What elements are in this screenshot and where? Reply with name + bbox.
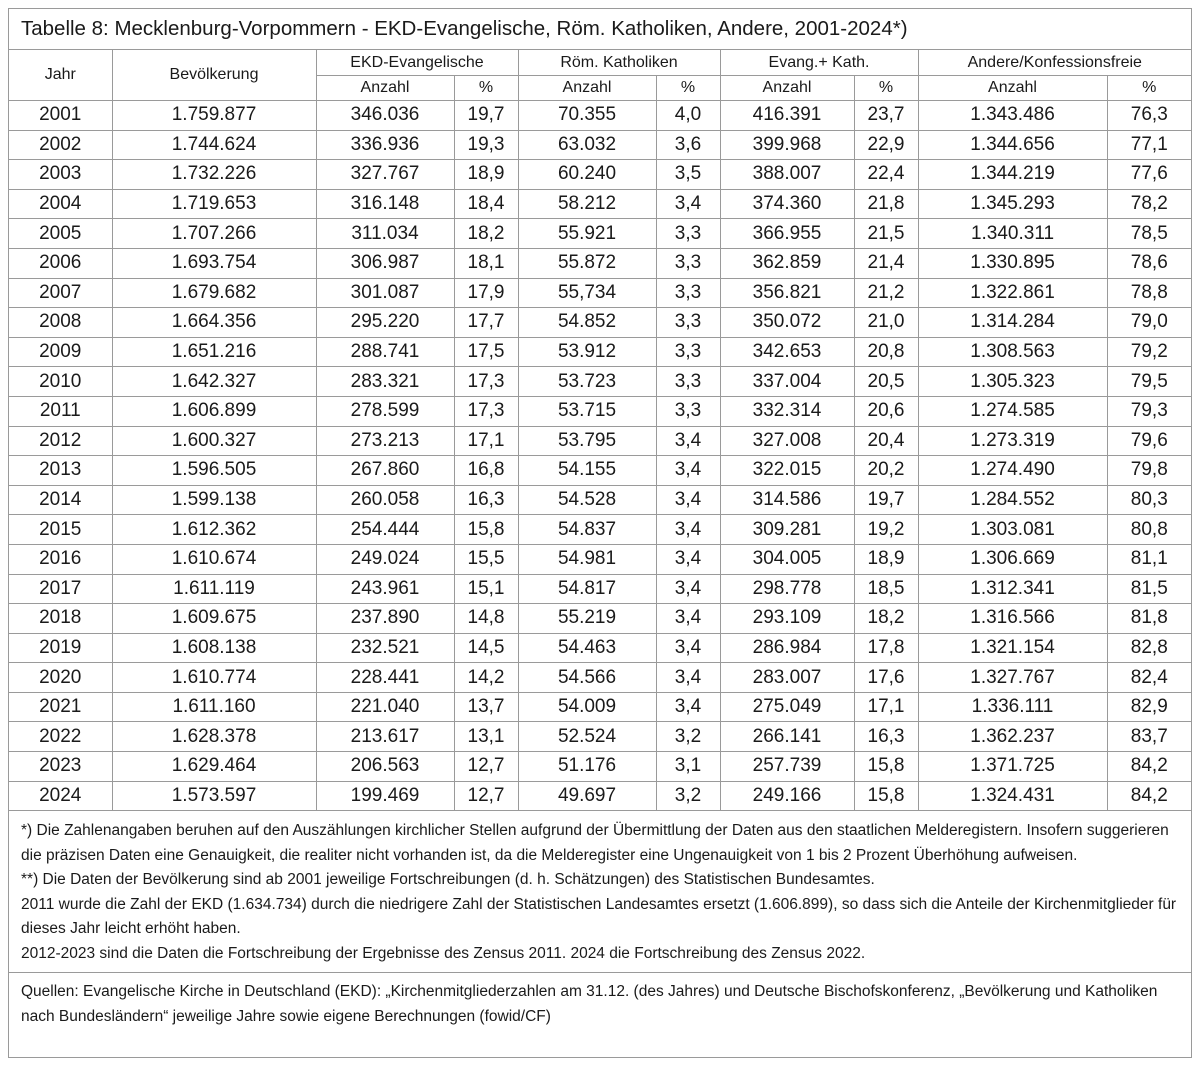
cell-kath-anzahl: 54.155 xyxy=(518,456,656,486)
cell-ekd-anzahl: 243.961 xyxy=(316,574,454,604)
cell-andere-percent: 81,1 xyxy=(1107,544,1191,574)
cell-ekd-anzahl: 267.860 xyxy=(316,456,454,486)
cell-ekd-anzahl: 306.987 xyxy=(316,248,454,278)
cell-evkath-anzahl: 283.007 xyxy=(720,663,854,693)
cell-jahr: 2012 xyxy=(9,426,112,456)
cell-ekd-percent: 19,7 xyxy=(454,101,518,131)
cell-andere-anzahl: 1.330.895 xyxy=(918,248,1107,278)
cell-evkath-anzahl: 366.955 xyxy=(720,219,854,249)
cell-kath-anzahl: 52.524 xyxy=(518,722,656,752)
cell-evkath-percent: 16,3 xyxy=(854,722,918,752)
cell-ekd-percent: 15,1 xyxy=(454,574,518,604)
cell-kath-anzahl: 55.872 xyxy=(518,248,656,278)
table-row xyxy=(9,456,1191,486)
cell-evkath-anzahl: 298.778 xyxy=(720,574,854,604)
cell-evkath-percent: 20,8 xyxy=(854,337,918,367)
sources-text: Quellen: Evangelische Kirche in Deutschland (EKD): „Kirchenmitgliederzahlen am 31.12. (des Jahres) und Deutsche Bischofskonferenz, „Bevölkerung und Katholiken nach Bundesländern“ jeweilige Jahre sowie eigene Berechnungen (fowid/CF) xyxy=(21,983,1158,1025)
cell-andere-anzahl: 1.306.669 xyxy=(918,544,1107,574)
cell-evkath-percent: 15,8 xyxy=(854,781,918,811)
cell-andere-anzahl: 1.324.431 xyxy=(918,781,1107,811)
cell-evkath-percent: 20,4 xyxy=(854,426,918,456)
cell-bevoelkerung: 1.609.675 xyxy=(112,604,316,634)
cell-ekd-anzahl: 249.024 xyxy=(316,544,454,574)
cell-kath-percent: 3,3 xyxy=(656,219,720,249)
cell-evkath-percent: 20,2 xyxy=(854,456,918,486)
cell-bevoelkerung: 1.719.653 xyxy=(112,189,316,219)
header-evkath-percent: % xyxy=(854,76,918,101)
cell-ekd-percent: 14,8 xyxy=(454,604,518,634)
cell-ekd-percent: 18,1 xyxy=(454,248,518,278)
cell-evkath-anzahl: 332.314 xyxy=(720,396,854,426)
cell-andere-percent: 79,2 xyxy=(1107,337,1191,367)
cell-andere-anzahl: 1.344.656 xyxy=(918,130,1107,160)
cell-andere-anzahl: 1.305.323 xyxy=(918,367,1107,397)
cell-andere-anzahl: 1.340.311 xyxy=(918,219,1107,249)
header-group-katholiken: Röm. Katholiken xyxy=(518,50,720,76)
header-kath-anzahl: Anzahl xyxy=(518,76,656,101)
header-group-evang-kath: Evang.+ Kath. xyxy=(720,50,918,76)
cell-evkath-anzahl: 342.653 xyxy=(720,337,854,367)
cell-kath-anzahl: 55,734 xyxy=(518,278,656,308)
cell-ekd-percent: 16,8 xyxy=(454,456,518,486)
cell-evkath-percent: 18,2 xyxy=(854,604,918,634)
cell-evkath-anzahl: 362.859 xyxy=(720,248,854,278)
cell-kath-anzahl: 54.463 xyxy=(518,633,656,663)
cell-ekd-anzahl: 232.521 xyxy=(316,633,454,663)
table-row xyxy=(9,426,1191,456)
cell-andere-anzahl: 1.327.767 xyxy=(918,663,1107,693)
cell-bevoelkerung: 1.608.138 xyxy=(112,633,316,663)
cell-ekd-percent: 12,7 xyxy=(454,752,518,782)
cell-evkath-percent: 21,5 xyxy=(854,219,918,249)
cell-evkath-anzahl: 314.586 xyxy=(720,485,854,515)
cell-kath-anzahl: 53.795 xyxy=(518,426,656,456)
cell-kath-percent: 3,4 xyxy=(656,515,720,545)
cell-ekd-anzahl: 206.563 xyxy=(316,752,454,782)
cell-evkath-anzahl: 374.360 xyxy=(720,189,854,219)
header-bevoelkerung: Bevölkerung xyxy=(112,50,316,101)
cell-ekd-percent: 17,5 xyxy=(454,337,518,367)
cell-ekd-anzahl: 278.599 xyxy=(316,396,454,426)
cell-ekd-anzahl: 311.034 xyxy=(316,219,454,249)
table-body xyxy=(9,101,1191,811)
cell-bevoelkerung: 1.611.160 xyxy=(112,692,316,722)
cell-ekd-anzahl: 295.220 xyxy=(316,308,454,338)
cell-bevoelkerung: 1.606.899 xyxy=(112,396,316,426)
cell-evkath-anzahl: 257.739 xyxy=(720,752,854,782)
cell-jahr: 2006 xyxy=(9,248,112,278)
cell-jahr: 2024 xyxy=(9,781,112,811)
cell-andere-percent: 82,9 xyxy=(1107,692,1191,722)
cell-kath-percent: 3,4 xyxy=(656,544,720,574)
cell-evkath-anzahl: 388.007 xyxy=(720,160,854,190)
table-row xyxy=(9,337,1191,367)
footnote-4: 2012-2023 sind die Daten die Fortschreibung der Ergebnisse des Zensus 2011. 2024 die Fortschreibung des Zensus 2022. xyxy=(21,944,866,962)
cell-jahr: 2017 xyxy=(9,574,112,604)
cell-andere-anzahl: 1.371.725 xyxy=(918,752,1107,782)
cell-bevoelkerung: 1.642.327 xyxy=(112,367,316,397)
cell-evkath-anzahl: 275.049 xyxy=(720,692,854,722)
cell-kath-anzahl: 54.981 xyxy=(518,544,656,574)
cell-kath-anzahl: 51.176 xyxy=(518,752,656,782)
cell-kath-percent: 4,0 xyxy=(656,101,720,131)
table-row xyxy=(9,633,1191,663)
cell-kath-anzahl: 54.566 xyxy=(518,663,656,693)
cell-kath-percent: 3,4 xyxy=(656,426,720,456)
cell-jahr: 2016 xyxy=(9,544,112,574)
cell-kath-percent: 3,4 xyxy=(656,456,720,486)
footnote-3: 2011 wurde die Zahl der EKD (1.634.734) durch die niedrigere Zahl der Statistischen Landesamtes ersetzt (1.606.899), so dass sich die Anteile der Kirchenmitglieder für dieses Jahr leicht erhöht haben. xyxy=(21,895,1177,938)
cell-evkath-percent: 19,7 xyxy=(854,485,918,515)
cell-kath-percent: 3,5 xyxy=(656,160,720,190)
table-row xyxy=(9,278,1191,308)
cell-andere-percent: 80,8 xyxy=(1107,515,1191,545)
cell-evkath-percent: 17,6 xyxy=(854,663,918,693)
cell-ekd-anzahl: 346.036 xyxy=(316,101,454,131)
table-row xyxy=(9,574,1191,604)
cell-andere-anzahl: 1.336.111 xyxy=(918,692,1107,722)
cell-andere-anzahl: 1.274.585 xyxy=(918,396,1107,426)
cell-andere-anzahl: 1.322.861 xyxy=(918,278,1107,308)
cell-bevoelkerung: 1.599.138 xyxy=(112,485,316,515)
cell-andere-anzahl: 1.312.341 xyxy=(918,574,1107,604)
cell-kath-percent: 3,1 xyxy=(656,752,720,782)
cell-evkath-anzahl: 416.391 xyxy=(720,101,854,131)
cell-andere-percent: 76,3 xyxy=(1107,101,1191,131)
cell-bevoelkerung: 1.629.464 xyxy=(112,752,316,782)
cell-kath-percent: 3,2 xyxy=(656,722,720,752)
cell-evkath-anzahl: 337.004 xyxy=(720,367,854,397)
footnote-2: **) Die Daten der Bevölkerung sind ab 2001 jeweilige Fortschreibungen (d. h. Schätzungen) des Statistischen Bundesamtes. xyxy=(21,871,875,889)
cell-andere-anzahl: 1.274.490 xyxy=(918,456,1107,486)
cell-ekd-anzahl: 228.441 xyxy=(316,663,454,693)
cell-jahr: 2005 xyxy=(9,219,112,249)
cell-andere-percent: 82,8 xyxy=(1107,633,1191,663)
header-andere-percent: % xyxy=(1107,76,1191,101)
cell-bevoelkerung: 1.596.505 xyxy=(112,456,316,486)
table-row xyxy=(9,396,1191,426)
cell-jahr: 2008 xyxy=(9,308,112,338)
cell-bevoelkerung: 1.610.774 xyxy=(112,663,316,693)
cell-bevoelkerung: 1.707.266 xyxy=(112,219,316,249)
table-row xyxy=(9,130,1191,160)
cell-evkath-percent: 17,8 xyxy=(854,633,918,663)
cell-jahr: 2018 xyxy=(9,604,112,634)
cell-bevoelkerung: 1.732.226 xyxy=(112,160,316,190)
cell-ekd-anzahl: 260.058 xyxy=(316,485,454,515)
cell-jahr: 2022 xyxy=(9,722,112,752)
cell-kath-percent: 3,4 xyxy=(656,485,720,515)
cell-andere-percent: 80,3 xyxy=(1107,485,1191,515)
cell-andere-anzahl: 1.343.486 xyxy=(918,101,1107,131)
cell-bevoelkerung: 1.600.327 xyxy=(112,426,316,456)
cell-evkath-percent: 20,5 xyxy=(854,367,918,397)
cell-kath-anzahl: 54.817 xyxy=(518,574,656,604)
table-row xyxy=(9,160,1191,190)
cell-andere-percent: 79,3 xyxy=(1107,396,1191,426)
cell-andere-anzahl: 1.308.563 xyxy=(918,337,1107,367)
cell-jahr: 2023 xyxy=(9,752,112,782)
cell-bevoelkerung: 1.664.356 xyxy=(112,308,316,338)
cell-ekd-anzahl: 221.040 xyxy=(316,692,454,722)
header-group-andere: Andere/Konfessionsfreie xyxy=(918,50,1191,76)
table-row xyxy=(9,544,1191,574)
cell-evkath-anzahl: 309.281 xyxy=(720,515,854,545)
cell-ekd-percent: 18,4 xyxy=(454,189,518,219)
sources xyxy=(9,973,1191,1029)
table-row xyxy=(9,692,1191,722)
cell-kath-anzahl: 53.723 xyxy=(518,367,656,397)
cell-bevoelkerung: 1.744.624 xyxy=(112,130,316,160)
header-jahr: Jahr xyxy=(9,50,112,101)
cell-ekd-percent: 16,3 xyxy=(454,485,518,515)
cell-bevoelkerung: 1.612.362 xyxy=(112,515,316,545)
table-row xyxy=(9,604,1191,634)
cell-kath-percent: 3,4 xyxy=(656,189,720,219)
cell-jahr: 2019 xyxy=(9,633,112,663)
cell-evkath-percent: 18,9 xyxy=(854,544,918,574)
cell-bevoelkerung: 1.573.597 xyxy=(112,781,316,811)
cell-bevoelkerung: 1.759.877 xyxy=(112,101,316,131)
cell-bevoelkerung: 1.651.216 xyxy=(112,337,316,367)
cell-kath-anzahl: 54.852 xyxy=(518,308,656,338)
cell-ekd-percent: 19,3 xyxy=(454,130,518,160)
cell-ekd-anzahl: 254.444 xyxy=(316,515,454,545)
cell-evkath-anzahl: 327.008 xyxy=(720,426,854,456)
cell-evkath-percent: 18,5 xyxy=(854,574,918,604)
cell-andere-anzahl: 1.273.319 xyxy=(918,426,1107,456)
cell-ekd-percent: 15,8 xyxy=(454,515,518,545)
cell-andere-percent: 79,8 xyxy=(1107,456,1191,486)
table-title: Tabelle 8: Mecklenburg-Vorpommern - EKD-Evangelische, Röm. Katholiken, Andere, 2001-2024*) xyxy=(9,9,1191,50)
cell-evkath-percent: 20,6 xyxy=(854,396,918,426)
cell-bevoelkerung: 1.628.378 xyxy=(112,722,316,752)
cell-kath-anzahl: 53.715 xyxy=(518,396,656,426)
cell-bevoelkerung: 1.611.119 xyxy=(112,574,316,604)
cell-ekd-anzahl: 336.936 xyxy=(316,130,454,160)
cell-jahr: 2003 xyxy=(9,160,112,190)
cell-andere-percent: 77,6 xyxy=(1107,160,1191,190)
table-row xyxy=(9,485,1191,515)
cell-ekd-anzahl: 301.087 xyxy=(316,278,454,308)
cell-kath-anzahl: 54.528 xyxy=(518,485,656,515)
cell-evkath-anzahl: 304.005 xyxy=(720,544,854,574)
cell-ekd-percent: 17,3 xyxy=(454,396,518,426)
cell-bevoelkerung: 1.679.682 xyxy=(112,278,316,308)
cell-andere-percent: 81,5 xyxy=(1107,574,1191,604)
cell-evkath-anzahl: 356.821 xyxy=(720,278,854,308)
cell-evkath-anzahl: 350.072 xyxy=(720,308,854,338)
cell-jahr: 2014 xyxy=(9,485,112,515)
table-row xyxy=(9,219,1191,249)
cell-jahr: 2004 xyxy=(9,189,112,219)
cell-andere-anzahl: 1.344.219 xyxy=(918,160,1107,190)
cell-kath-percent: 3,6 xyxy=(656,130,720,160)
cell-kath-anzahl: 63.032 xyxy=(518,130,656,160)
cell-evkath-percent: 21,4 xyxy=(854,248,918,278)
footnotes xyxy=(9,811,1191,973)
cell-andere-percent: 78,2 xyxy=(1107,189,1191,219)
cell-ekd-anzahl: 283.321 xyxy=(316,367,454,397)
cell-andere-percent: 78,5 xyxy=(1107,219,1191,249)
cell-ekd-anzahl: 288.741 xyxy=(316,337,454,367)
header-evkath-anzahl: Anzahl xyxy=(720,76,854,101)
cell-andere-percent: 81,8 xyxy=(1107,604,1191,634)
cell-kath-anzahl: 60.240 xyxy=(518,160,656,190)
cell-ekd-percent: 17,1 xyxy=(454,426,518,456)
cell-evkath-anzahl: 286.984 xyxy=(720,633,854,663)
cell-evkath-anzahl: 293.109 xyxy=(720,604,854,634)
cell-kath-anzahl: 49.697 xyxy=(518,781,656,811)
cell-andere-percent: 79,6 xyxy=(1107,426,1191,456)
cell-andere-anzahl: 1.284.552 xyxy=(918,485,1107,515)
cell-evkath-percent: 15,8 xyxy=(854,752,918,782)
cell-evkath-percent: 19,2 xyxy=(854,515,918,545)
cell-jahr: 2010 xyxy=(9,367,112,397)
cell-kath-percent: 3,3 xyxy=(656,278,720,308)
cell-kath-percent: 3,3 xyxy=(656,367,720,397)
cell-ekd-anzahl: 199.469 xyxy=(316,781,454,811)
cell-ekd-percent: 17,9 xyxy=(454,278,518,308)
cell-bevoelkerung: 1.610.674 xyxy=(112,544,316,574)
cell-ekd-percent: 14,5 xyxy=(454,633,518,663)
cell-ekd-percent: 13,7 xyxy=(454,692,518,722)
cell-kath-anzahl: 70.355 xyxy=(518,101,656,131)
cell-andere-percent: 79,5 xyxy=(1107,367,1191,397)
header-ekd-percent: % xyxy=(454,76,518,101)
cell-jahr: 2007 xyxy=(9,278,112,308)
cell-ekd-percent: 14,2 xyxy=(454,663,518,693)
cell-kath-percent: 3,3 xyxy=(656,248,720,278)
cell-kath-percent: 3,3 xyxy=(656,308,720,338)
cell-andere-percent: 79,0 xyxy=(1107,308,1191,338)
cell-kath-anzahl: 53.912 xyxy=(518,337,656,367)
cell-andere-percent: 84,2 xyxy=(1107,781,1191,811)
cell-andere-anzahl: 1.303.081 xyxy=(918,515,1107,545)
table-row xyxy=(9,308,1191,338)
cell-kath-percent: 3,2 xyxy=(656,781,720,811)
cell-evkath-percent: 22,9 xyxy=(854,130,918,160)
footnote-1: *) Die Zahlenangaben beruhen auf den Auszählungen kirchlicher Stellen aufgrund der Übermittlung der Daten aus den staatlichen Melderegistern. Insofern suggerieren die präzisen Daten eine Genauigkeit, die realiter nicht vorhanden ist, da die Melderegister eine Ungenauigkeit von 1 bis 2 Prozent Überhöhung aufweisen. xyxy=(21,822,1169,864)
cell-andere-anzahl: 1.345.293 xyxy=(918,189,1107,219)
cell-andere-anzahl: 1.314.284 xyxy=(918,308,1107,338)
cell-kath-percent: 3,4 xyxy=(656,633,720,663)
cell-jahr: 2015 xyxy=(9,515,112,545)
cell-ekd-percent: 13,1 xyxy=(454,722,518,752)
cell-ekd-percent: 18,2 xyxy=(454,219,518,249)
cell-kath-percent: 3,4 xyxy=(656,692,720,722)
cell-evkath-percent: 21,8 xyxy=(854,189,918,219)
cell-kath-percent: 3,4 xyxy=(656,604,720,634)
cell-kath-anzahl: 55.219 xyxy=(518,604,656,634)
cell-evkath-anzahl: 399.968 xyxy=(720,130,854,160)
cell-kath-percent: 3,3 xyxy=(656,337,720,367)
table-row xyxy=(9,367,1191,397)
cell-ekd-anzahl: 327.767 xyxy=(316,160,454,190)
header-group-ekd: EKD-Evangelische xyxy=(316,50,518,76)
table-row xyxy=(9,663,1191,693)
cell-kath-anzahl: 58.212 xyxy=(518,189,656,219)
cell-evkath-anzahl: 266.141 xyxy=(720,722,854,752)
cell-ekd-percent: 17,3 xyxy=(454,367,518,397)
cell-ekd-percent: 12,7 xyxy=(454,781,518,811)
table-row xyxy=(9,781,1191,811)
cell-kath-percent: 3,4 xyxy=(656,663,720,693)
cell-bevoelkerung: 1.693.754 xyxy=(112,248,316,278)
data-table xyxy=(9,50,1191,811)
header-kath-percent: % xyxy=(656,76,720,101)
cell-evkath-anzahl: 322.015 xyxy=(720,456,854,486)
cell-ekd-anzahl: 273.213 xyxy=(316,426,454,456)
cell-ekd-anzahl: 316.148 xyxy=(316,189,454,219)
table-row xyxy=(9,248,1191,278)
cell-andere-percent: 78,8 xyxy=(1107,278,1191,308)
table-row xyxy=(9,189,1191,219)
cell-evkath-percent: 17,1 xyxy=(854,692,918,722)
cell-andere-percent: 83,7 xyxy=(1107,722,1191,752)
cell-kath-percent: 3,4 xyxy=(656,574,720,604)
cell-jahr: 2021 xyxy=(9,692,112,722)
table-frame xyxy=(8,8,1192,1058)
cell-evkath-percent: 23,7 xyxy=(854,101,918,131)
cell-evkath-anzahl: 249.166 xyxy=(720,781,854,811)
cell-jahr: 2002 xyxy=(9,130,112,160)
cell-andere-percent: 82,4 xyxy=(1107,663,1191,693)
cell-ekd-percent: 17,7 xyxy=(454,308,518,338)
cell-andere-percent: 78,6 xyxy=(1107,248,1191,278)
table-row xyxy=(9,515,1191,545)
header-andere-anzahl: Anzahl xyxy=(918,76,1107,101)
cell-andere-anzahl: 1.321.154 xyxy=(918,633,1107,663)
cell-jahr: 2011 xyxy=(9,396,112,426)
cell-andere-percent: 84,2 xyxy=(1107,752,1191,782)
cell-ekd-anzahl: 237.890 xyxy=(316,604,454,634)
cell-evkath-percent: 22,4 xyxy=(854,160,918,190)
cell-kath-anzahl: 54.009 xyxy=(518,692,656,722)
cell-ekd-anzahl: 213.617 xyxy=(316,722,454,752)
table-row xyxy=(9,101,1191,131)
cell-kath-anzahl: 55.921 xyxy=(518,219,656,249)
table-row xyxy=(9,752,1191,782)
cell-kath-percent: 3,3 xyxy=(656,396,720,426)
cell-evkath-percent: 21,2 xyxy=(854,278,918,308)
cell-andere-anzahl: 1.362.237 xyxy=(918,722,1107,752)
cell-jahr: 2001 xyxy=(9,101,112,131)
cell-andere-anzahl: 1.316.566 xyxy=(918,604,1107,634)
cell-andere-percent: 77,1 xyxy=(1107,130,1191,160)
cell-jahr: 2013 xyxy=(9,456,112,486)
cell-ekd-percent: 15,5 xyxy=(454,544,518,574)
cell-kath-anzahl: 54.837 xyxy=(518,515,656,545)
table-row xyxy=(9,722,1191,752)
cell-jahr: 2020 xyxy=(9,663,112,693)
cell-ekd-percent: 18,9 xyxy=(454,160,518,190)
cell-evkath-percent: 21,0 xyxy=(854,308,918,338)
cell-jahr: 2009 xyxy=(9,337,112,367)
header-ekd-anzahl: Anzahl xyxy=(316,76,454,101)
